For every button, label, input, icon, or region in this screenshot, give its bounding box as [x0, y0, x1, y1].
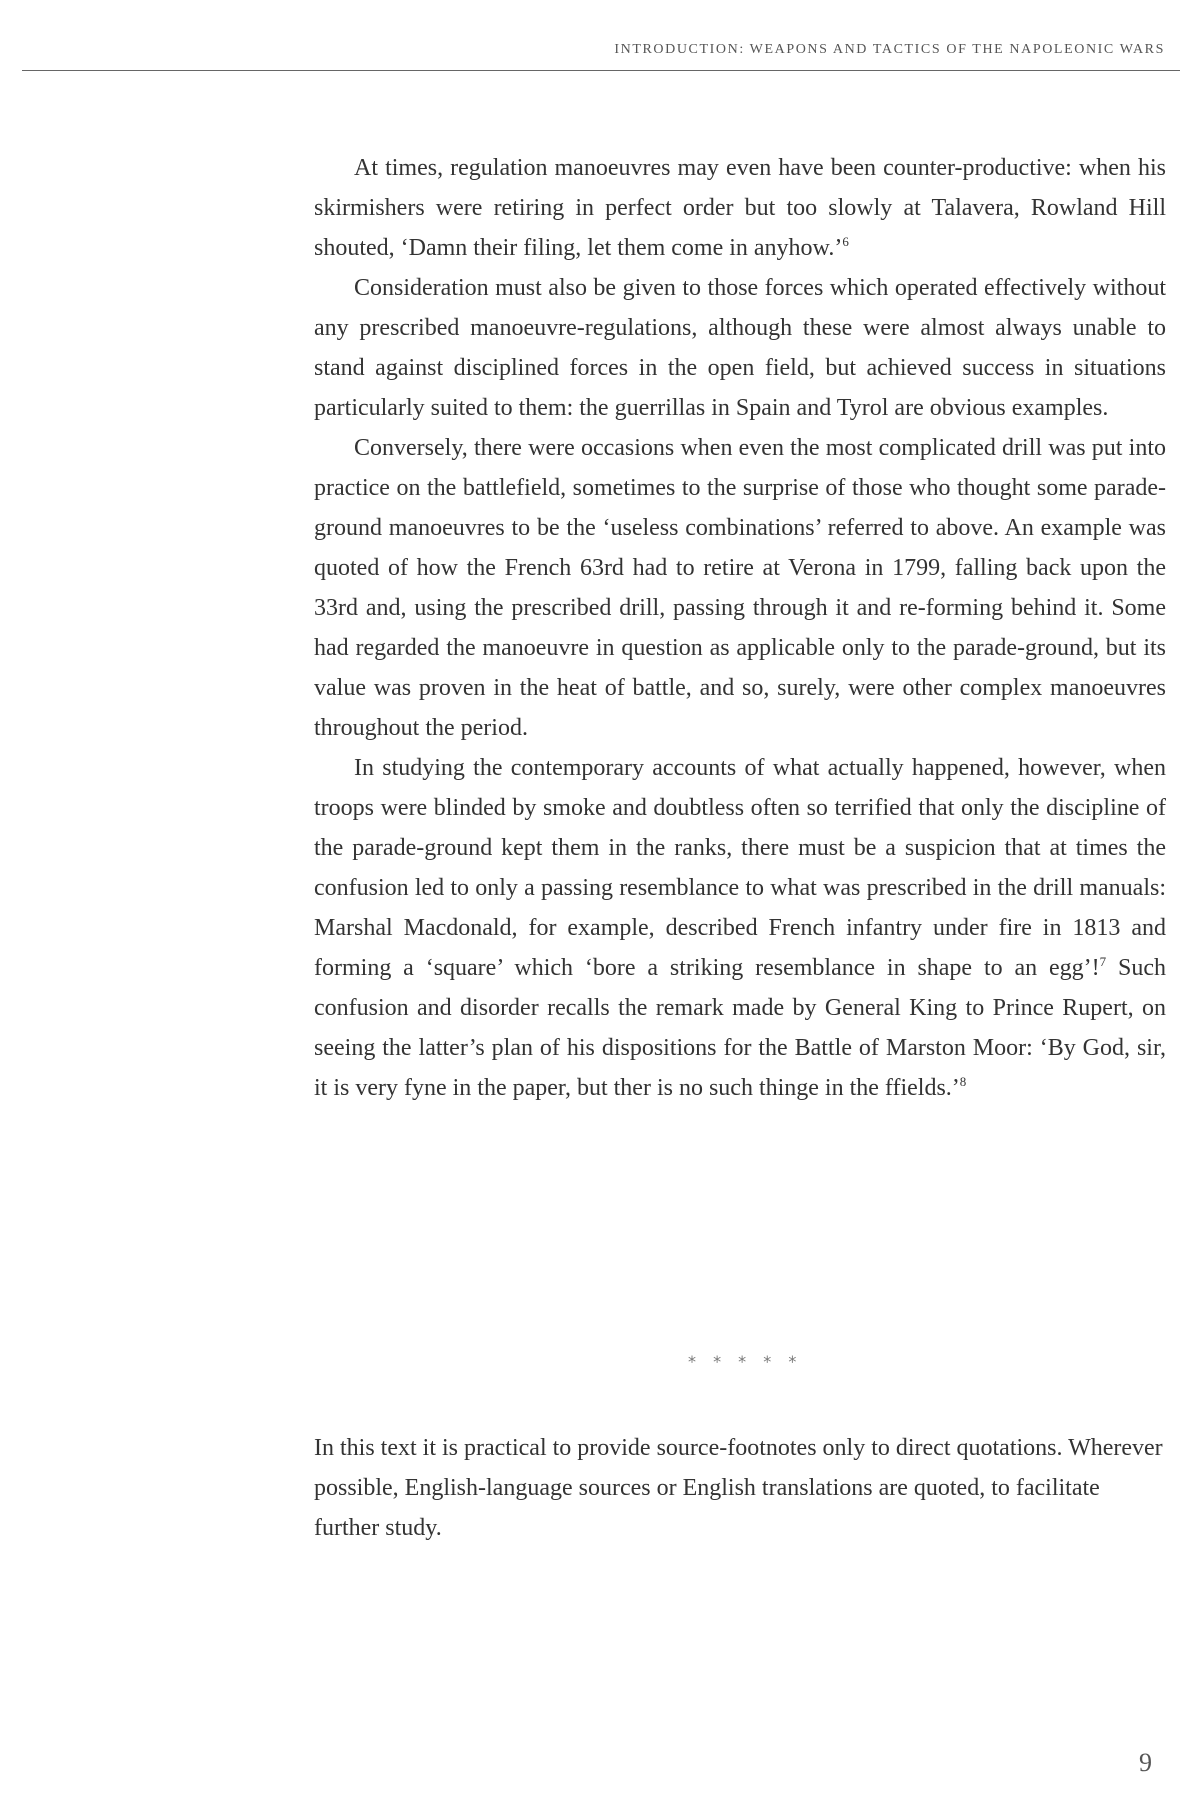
footnote-ref-8: 8	[959, 1074, 967, 1089]
paragraph-4-text-b: Such confusion and disorder recalls the remark made by General King to Prince Rupert, on seeing the latter’s plan of his dispositions for the Battle of Marston Moor: ‘By God, sir, it is very fyne in the paper, but ther is no such thinge in the ffields.’	[314, 955, 1167, 1101]
source-note: In this text it is practical to provide source-footnotes only to direct quotations. Wherever possible, English-language sources or English translations are quoted, to facilitate further study.	[314, 1435, 1163, 1541]
paragraph-4	[314, 748, 1166, 1108]
paragraph-3: Conversely, there were occasions when even the most complicated drill was put into practice on the battlefield, sometimes to the surprise of those who thought some parade-ground manoeuvres to be the ‘useless combinations’ referred to above. An example was quoted of how the French 63rd had to retire at Verona in 1799, falling back upon the 33rd and, using the prescribed drill, passing through it and re-forming behind it. Some had regarded the manoeuvre in question as applicable only to the parade-ground, but its value was proven in the heat of battle, and so, surely, were other complex manoeuvres throughout the period.	[314, 435, 1166, 741]
footnote-ref-6: 6	[842, 234, 849, 249]
paragraph-4-text-a: In studying the contemporary accounts of what actually happened, however, when troops were blinded by smoke and doubtless often so terrified that only the discipline of the parade-ground kept them in the ranks, there must be a suspicion that at times the confusion led to only a passing resemblance to what was prescribed in the drill manuals: Marshal Macdonald, for example, described French infantry under fire in 1813 and forming a ‘square’ which ‘bore a striking resemblance in shape to an egg’!	[314, 755, 1166, 981]
running-head: INTRODUCTION: WEAPONS AND TACTICS OF THE NAPOLEONIC WARS	[614, 42, 1165, 57]
header-rule	[22, 70, 1180, 71]
paragraph-1-text: At times, regulation manoeuvres may even have been counter-productive: when his skirmishers were retiring in perfect order but too slowly at Talavera, Rowland Hill shouted, ‘Damn their filing, let them come in anyhow.’	[314, 155, 1166, 261]
body-text	[314, 148, 1166, 1108]
section-separator: * * * * *	[688, 1352, 803, 1371]
page-number: 9	[1139, 1748, 1152, 1777]
paragraph-2: Consideration must also be given to those forces which operated effectively without any prescribed manoeuvre-regulations, although these were almost always unable to stand against disciplined forces in the open field, but achieved success in situations particularly suited to them: the guerrillas in Spain and Tyrol are obvious examples.	[314, 275, 1166, 421]
paragraph-1	[314, 148, 1166, 268]
footnote-ref-7: 7	[1099, 954, 1107, 969]
